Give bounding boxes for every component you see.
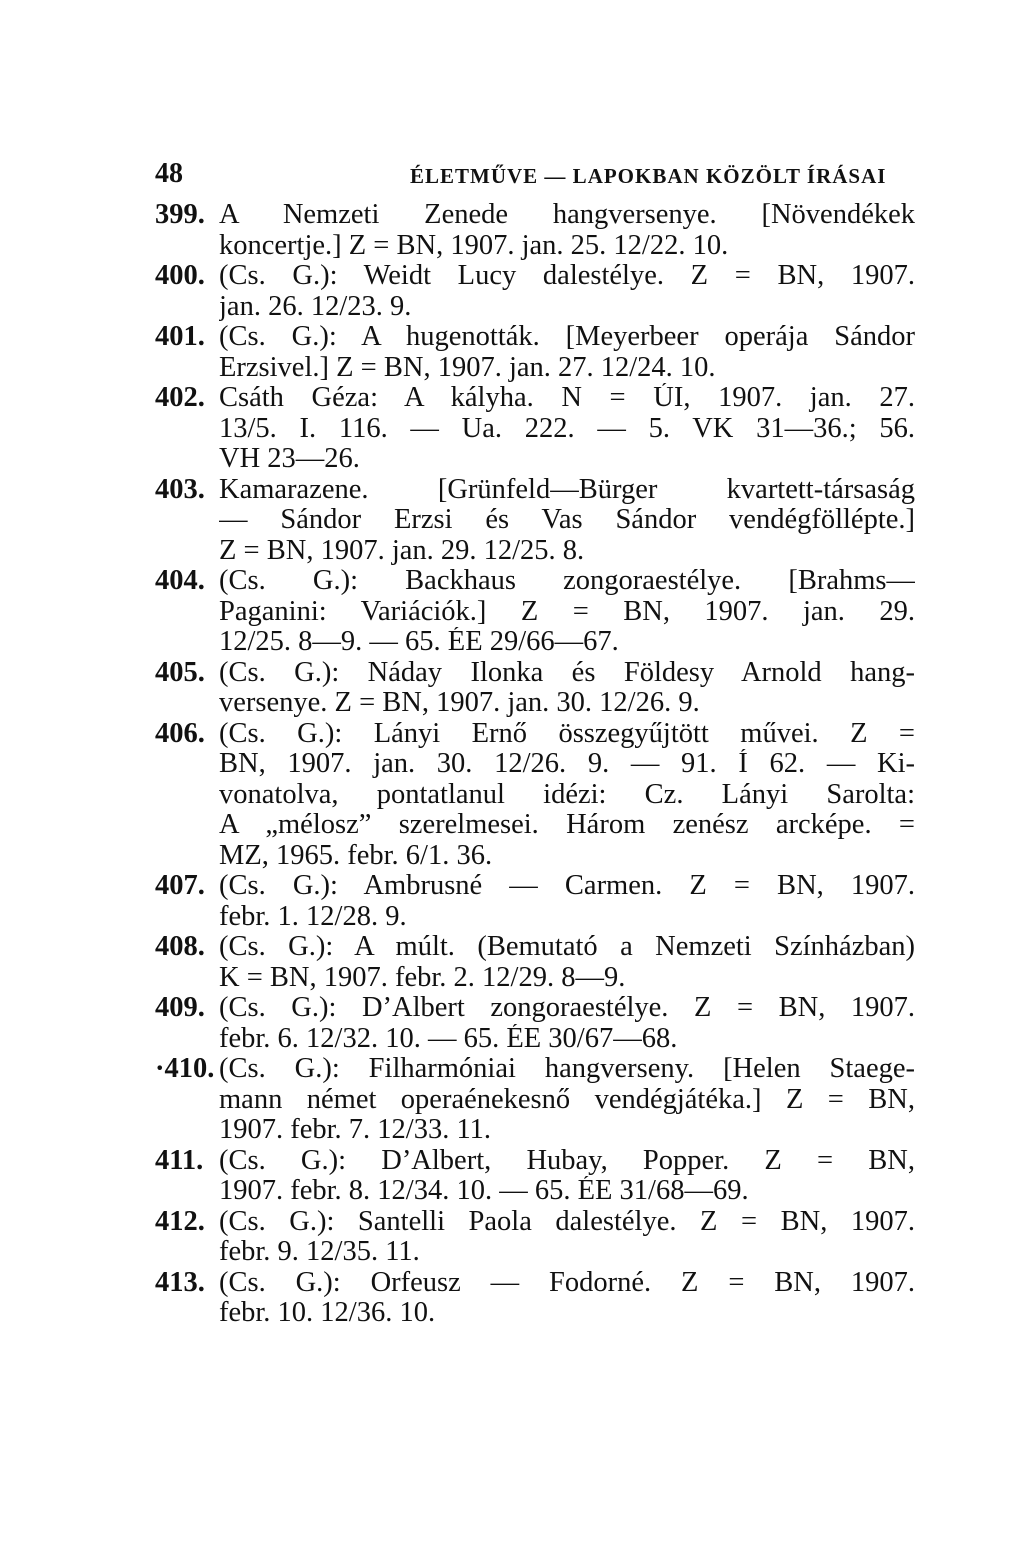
entry-line: (Cs. G.): D’Albert, Hubay, Popper. Z = BN,	[219, 1145, 915, 1176]
entry-number: 406.	[155, 717, 205, 749]
entry-text	[219, 1268, 915, 1329]
bibliography-entry	[155, 200, 915, 261]
entry-line: jan. 26. 12/23. 9.	[219, 291, 412, 322]
entry-text	[219, 658, 915, 719]
bibliography-entry	[155, 261, 915, 322]
bibliography-list	[155, 200, 915, 1329]
bibliography-entry	[155, 1268, 915, 1329]
entry-line: (Cs. G.): Backhaus zongoraestélye. [Brahms—	[219, 566, 915, 596]
page-number: 48	[155, 158, 183, 189]
entry-number: 400.	[155, 260, 205, 291]
bibliography-entry	[155, 383, 915, 475]
entry-line: (Cs. G.): A múlt. (Bemutató a Nemzeti Színházban)	[219, 932, 915, 962]
entry-line: A „mélosz” szerelmesei. Három zenész arcképe. =	[219, 810, 915, 840]
entry-line: koncertje.] Z = BN, 1907. jan. 25. 12/22. 10.	[219, 230, 729, 261]
entry-line: A Nemzeti Zenede hangversenye. [Növendékek	[219, 200, 915, 230]
entry-line: K = BN, 1907. febr. 2. 12/29. 8—9.	[219, 962, 626, 993]
page-header	[155, 158, 915, 192]
entry-line: mann német operaénekesnő vendégjátéka.] Z = BN,	[219, 1084, 915, 1115]
entry-text	[219, 566, 915, 658]
entry-text	[219, 932, 915, 993]
entry-text	[219, 261, 915, 322]
entry-number: 403.	[155, 473, 205, 505]
bibliography-entry	[155, 322, 915, 383]
entry-number: 411.	[155, 1144, 204, 1176]
entry-line: (Cs. G.): D’Albert zongoraestélye. Z = BN, 1907.	[219, 993, 915, 1023]
entry-line: (Cs. G.): Santelli Paola dalestélye. Z = BN, 1907.	[219, 1206, 915, 1237]
entry-text	[219, 871, 915, 932]
bibliography-entry	[155, 1207, 915, 1268]
entry-line: Z = BN, 1907. jan. 29. 12/25. 8.	[219, 535, 585, 566]
entry-number: 405.	[155, 656, 205, 688]
entry-text	[219, 719, 915, 872]
entry-number: 402.	[155, 382, 205, 413]
entry-line: Erzsivel.] Z = BN, 1907. jan. 27. 12/24. 10.	[219, 352, 716, 383]
bibliography-entry	[155, 1146, 915, 1207]
entry-text	[219, 475, 915, 567]
entry-line: vonatolva, pontatlanul idézi: Cz. Lányi Sarolta:	[219, 779, 915, 810]
entry-text	[219, 1146, 915, 1207]
entry-line: — Sándor Erzsi és Vas Sándor vendégfölléptе.]	[219, 505, 915, 535]
entry-line: versenye. Z = BN, 1907. jan. 30. 12/26. 9.	[219, 688, 700, 718]
running-head: ÉLETMŰVE — LAPOKBAN KÖZÖLT ÍRÁSAI	[410, 164, 887, 188]
bibliography-entry	[155, 658, 915, 719]
bibliography-entry	[155, 719, 915, 872]
entry-number: 413.	[155, 1266, 205, 1298]
entry-text	[219, 200, 915, 261]
entry-line: Csáth Géza: A kályha. N = ÚI, 1907. jan. 27.	[219, 383, 915, 413]
entry-number: ·410.	[155, 1053, 215, 1084]
entry-number: 399.	[155, 199, 205, 230]
entry-text	[219, 383, 915, 475]
entry-line: (Cs. G.): A hugenották. [Meyerbeer operája Sándor	[219, 322, 915, 352]
entry-line: (Cs. G.): Filharmóniai hangverseny. [Helen Staege-	[219, 1054, 915, 1084]
bibliography-entry	[155, 566, 915, 658]
entry-number: 409.	[155, 992, 205, 1023]
entry-number: 401.	[155, 321, 205, 352]
entry-line: 13/5. I. 116. — Ua. 222. — 5. VK 31—36.; 56.	[219, 413, 915, 444]
entry-line: Paganini: Variációk.] Z = BN, 1907. jan. 29.	[219, 596, 915, 627]
entry-line: 1907. febr. 7. 12/33. 11.	[219, 1115, 492, 1145]
entry-line: febr. 9. 12/35. 11.	[219, 1237, 420, 1267]
entry-line: febr. 6. 12/32. 10. — 65. ÉE 30/67—68.	[219, 1023, 678, 1054]
entry-line: 12/25. 8—9. — 65. ÉE 29/66—67.	[219, 627, 619, 657]
entry-line: 1907. febr. 8. 12/34. 10. — 65. ÉE 31/68—69.	[219, 1176, 749, 1206]
entry-line: Kamarazene. [Grünfeld—Bürger kvartett-társaság	[219, 474, 915, 505]
entry-text	[219, 1207, 915, 1268]
entry-number: 404.	[155, 565, 205, 596]
bibliography-entry	[155, 1054, 915, 1146]
entry-line: (Cs. G.): Ambrusné — Carmen. Z = BN, 1907.	[219, 871, 915, 901]
entry-line: febr. 10. 12/36. 10.	[219, 1298, 436, 1328]
entry-line: (Cs. G.): Lányi Ernő összegyűjtött művei. Z =	[219, 718, 915, 749]
entry-text	[219, 1054, 915, 1146]
entry-number: 407.	[155, 870, 205, 901]
entry-line: VH 23—26.	[219, 444, 360, 474]
entry-line: (Cs. G.): Orfeusz — Fodorné. Z = BN, 1907.	[219, 1267, 915, 1298]
bibliography-entry	[155, 871, 915, 932]
entry-number: 408.	[155, 931, 205, 962]
entry-line: BN, 1907. jan. 30. 12/26. 9. — 91. Í 62. — Ki-	[219, 749, 915, 779]
entry-number: 412.	[155, 1205, 205, 1237]
entry-text	[219, 322, 915, 383]
entry-line: (Cs. G.): Weidt Lucy dalestélye. Z = BN, 1907.	[219, 261, 915, 291]
entry-line: MZ, 1965. febr. 6/1. 36.	[219, 840, 493, 871]
bibliography-entry	[155, 993, 915, 1054]
bibliography-entry	[155, 932, 915, 993]
entry-line: febr. 1. 12/28. 9.	[219, 901, 407, 932]
bibliography-entry	[155, 475, 915, 567]
entry-line: (Cs. G.): Náday Ilonka és Földesy Arnold hang-	[219, 657, 915, 688]
entry-text	[219, 993, 915, 1054]
